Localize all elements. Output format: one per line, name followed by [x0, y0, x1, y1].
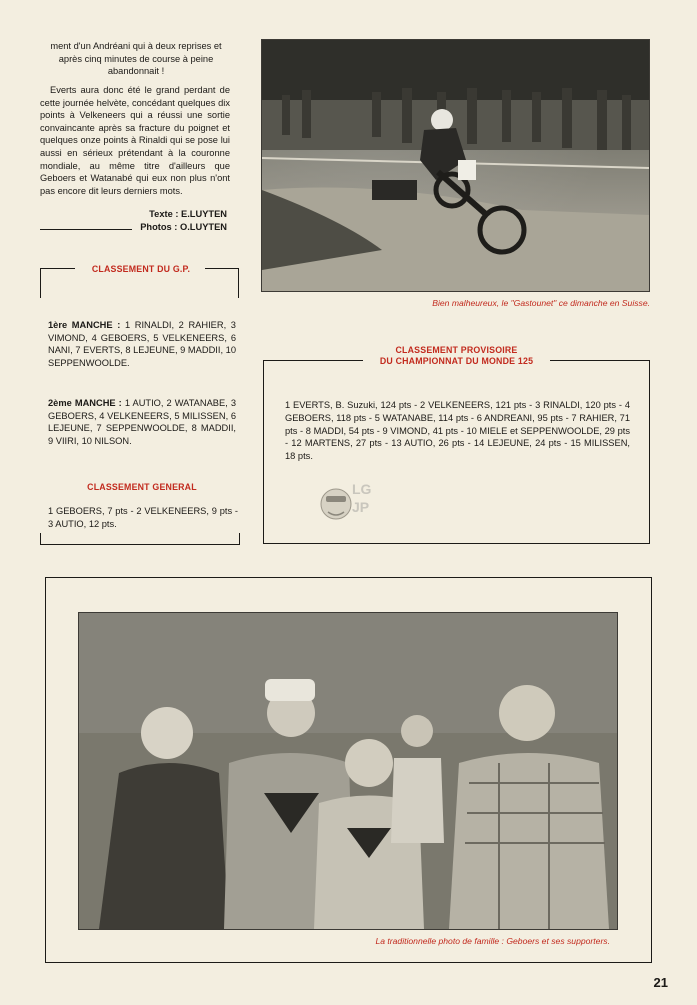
prov-box-right: [649, 360, 650, 544]
prov-box-top-right-rule: [550, 360, 650, 361]
prov-title-line1: CLASSEMENT PROVISOIRE: [395, 345, 518, 355]
prov-box-top-left-rule: [263, 360, 363, 361]
prov-title: [365, 345, 548, 367]
prov-box-bottom: [263, 543, 650, 544]
manche1-label: 1ère MANCHE :: [48, 320, 121, 330]
gp-title: CLASSEMENT DU G.P.: [91, 264, 191, 274]
prov-box-left: [263, 360, 264, 544]
photo1-caption: Bien malheureux, le "Gastounet" ce dimanche en Suisse.: [432, 298, 650, 308]
gp-box-right-bottom: [239, 533, 240, 545]
article-paragraph-1: ment d'un Andréani qui à deux reprises et après cinq minutes de course à peine abandonnait !: [50, 41, 222, 77]
photo-team: [78, 612, 618, 930]
gp-box-top-right-rule: [205, 268, 238, 269]
credit-photos: Photos : O.LUYTEN: [140, 221, 227, 232]
gp-manche-2: [48, 397, 236, 447]
gp-box-top-left-rule: [40, 268, 75, 269]
general-title: CLASSEMENT GENERAL: [87, 482, 197, 492]
photo2-caption: La traditionnelle photo de famille : Geboers et ses supporters.: [375, 936, 610, 946]
prov-title-line2: DU CHAMPIONNAT DU MONDE 125: [379, 356, 534, 366]
photo-team-illustration: [79, 613, 617, 929]
manche2-label: 2ème MANCHE :: [48, 398, 122, 408]
photo-rider: [261, 39, 650, 292]
prov-results: 1 EVERTS, B. Suzuki, 124 pts - 2 VELKENEERS, 121 pts - 3 RINALDI, 120 pts - 4 GEBOERS, 118 pts - 5 WATANABE, 114 pts - 6 ANDREANI, 95 pts - 7 RAHIER, 71 pts - 8 MADDI, 54 pts - 9 VIMOND, 41 pts - 10 MIELE et SEPPENWOOLDE, 29 pts - 12 MARTENS, 27 pts - 13 AUTIO, 26 pts - 14 LEJEUNE, 24 pts - 15 MILISSEN, 18 pts.: [285, 400, 630, 462]
gp-box-right-top: [238, 268, 239, 298]
manche2-results: 1 AUTIO, 2 WATANABE, 3 GEBOERS, 4 VELKENEERS, 5 MILISSEN, 6 LEJEUNE, 7 SEPPENWOOLDE, 8 MADDII, 9 VIIRI, 10 NILSON.: [48, 398, 236, 446]
stamp-line1: LG: [352, 481, 372, 497]
gp-manche-1: [48, 319, 236, 369]
stamp-line2: JP: [352, 499, 370, 515]
general-results: 1 GEBOERS, 7 pts - 2 VELKENEERS, 9 pts - 3 AUTIO, 12 pts.: [48, 506, 238, 529]
manche1-results: 1 RINALDI, 2 RAHIER, 3 VIMOND, 4 GEBOERS, 5 VELKENEERS, 6 NANI, 7 EVERTS, 8 LEJEUNE, 9 MADDII, 10 SEPPENWOOLDE.: [48, 320, 236, 368]
credit-rule: [40, 229, 132, 230]
article-paragraph-2: Everts aura donc été le grand perdant de cette journée helvète, concédant quelques dix points à Velkeneers qui a réussi une sortie convaincante après sa fracture du poignet et quelques onze points à Rinaldi qui se pose lui aussi en sérieux prétendant à la couronne mondiale, au même titre d'ailleurs que Geboers et Watanabé qui eux non plus n'ont pas encore dit leurs derniers mots.: [40, 85, 230, 196]
gp-box-bottom: [40, 544, 240, 545]
photo-rider-illustration: [262, 40, 649, 291]
page-number: 21: [653, 975, 668, 990]
gp-box-left-top: [40, 268, 41, 298]
credit-text: Texte : E.LUYTEN: [149, 209, 227, 219]
library-stamp: [318, 480, 380, 526]
